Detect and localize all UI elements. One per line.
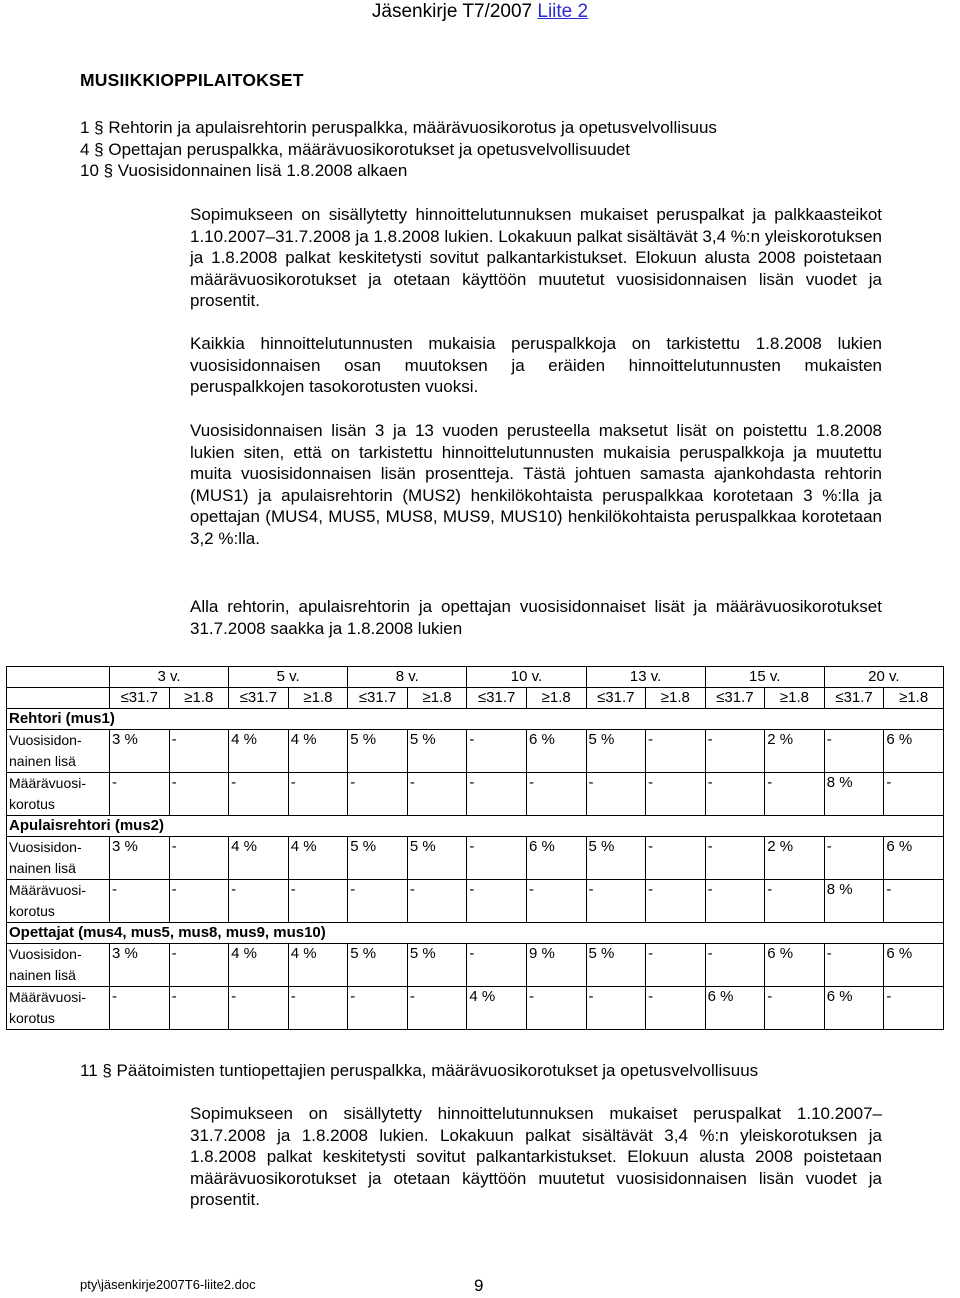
date-subheader: ≥1.8 (526, 688, 586, 709)
row-label: Vuosisidon-nainen lisä (7, 730, 110, 773)
table-corner (7, 667, 110, 688)
section-titles (80, 117, 880, 182)
table-cell: 5 % (407, 944, 467, 987)
section-11-paragraph: Sopimukseen on sisällytetty hinnoittelutunnuksen mukaiset peruspalkat 1.10.2007–31.7.2008 ja 1.8.2008 lukien. Lokakuun palkat sisältävät 3,4 %:n yleiskorotuksen ja 1.8.2008 palkat keskitetysti sovitut palkantarkistukset. Elokuun alusta 2008 poistetaan määrävuosikorotukset ja otetaan käyttöön muutetut vuosisidonnaisen lisän vuodet ja prosentit. (190, 1104, 882, 1209)
date-subheader: ≤31.7 (586, 688, 646, 709)
section-title-4: 4 § Opettajan peruspalkka, määrävuosikorotukset ja opetusvelvollisuudet (80, 139, 630, 159)
table-cell: 6 % (705, 987, 765, 1030)
table-cell: 8 % (824, 880, 884, 923)
year-header: 8 v. (348, 667, 467, 688)
table-cell: - (467, 730, 527, 773)
table-cell: - (586, 987, 646, 1030)
year-header: 15 v. (705, 667, 824, 688)
table-cell: - (407, 773, 467, 816)
row-label: Vuosisidon-nainen lisä (7, 837, 110, 880)
table-cell: - (467, 880, 527, 923)
table-cell: 4 % (288, 730, 348, 773)
table-cell: - (824, 730, 884, 773)
date-subheader: ≥1.8 (765, 688, 825, 709)
table-cell: - (646, 773, 706, 816)
table-row (7, 837, 944, 880)
year-header: 3 v. (110, 667, 229, 688)
date-subheader: ≤31.7 (348, 688, 408, 709)
table-cell: - (229, 773, 289, 816)
table-cell: 3 % (110, 944, 170, 987)
table-cell: - (169, 880, 229, 923)
table-cell: 5 % (407, 730, 467, 773)
table-cell: - (646, 987, 706, 1030)
table-cell: 6 % (884, 837, 944, 880)
table-cell: 2 % (765, 730, 825, 773)
row-label: Vuosisidon-nainen lisä (7, 944, 110, 987)
table-cell: 4 % (467, 987, 527, 1030)
table-row (7, 880, 944, 923)
year-header: 5 v. (229, 667, 348, 688)
table-group-row (7, 816, 944, 837)
table-cell: 5 % (586, 944, 646, 987)
table-cell: - (824, 944, 884, 987)
table-cell: 4 % (288, 837, 348, 880)
table-cell: - (407, 987, 467, 1030)
table-cell: 5 % (348, 730, 408, 773)
row-label: Määrävuosi-korotus (7, 880, 110, 923)
year-header: 13 v. (586, 667, 705, 688)
table-cell: - (586, 880, 646, 923)
table-cell: - (110, 773, 170, 816)
table-cell: - (765, 773, 825, 816)
year-header: 10 v. (467, 667, 586, 688)
attachment-link[interactable]: Liite 2 (537, 1, 589, 22)
date-subheader: ≤31.7 (229, 688, 289, 709)
table-cell: - (407, 880, 467, 923)
group-title: Rehtori (mus1) (7, 709, 944, 730)
table-cell: 5 % (586, 837, 646, 880)
table-cell: 9 % (526, 944, 586, 987)
row-label: Määrävuosi-korotus (7, 987, 110, 1030)
section-11-title: 11 § Päätoimisten tuntiopettajien peruspalkka, määrävuosikorotukset ja opetusvelvollisuus (80, 1061, 759, 1080)
table-cell: - (288, 987, 348, 1030)
header-title: Jäsenkirje T7/2007 (371, 1, 533, 22)
table-cell: - (646, 730, 706, 773)
table-cell: 4 % (229, 837, 289, 880)
table-cell: - (884, 773, 944, 816)
section-title-10: 10 § Vuosisidonnainen lisä 1.8.2008 alkaen (80, 161, 408, 180)
table-cell: - (705, 837, 765, 880)
table-cell: 2 % (765, 837, 825, 880)
table-cell: - (169, 987, 229, 1030)
table-row (7, 730, 944, 773)
table-group-row (7, 709, 944, 730)
table-cell: 6 % (824, 987, 884, 1030)
date-subheader: ≤31.7 (467, 688, 527, 709)
section-heading: MUSIIKKIOPPILAITOKSET (80, 70, 304, 90)
table-cell: 4 % (288, 944, 348, 987)
table-cell: - (467, 773, 527, 816)
table-row (7, 987, 944, 1030)
table-cell: 3 % (110, 837, 170, 880)
table-row (7, 944, 944, 987)
table-cell: - (229, 987, 289, 1030)
date-subheader: ≥1.8 (288, 688, 348, 709)
table-cell: - (169, 837, 229, 880)
table-cell: - (526, 880, 586, 923)
table-cell: 6 % (765, 944, 825, 987)
table-cell: 4 % (229, 944, 289, 987)
table-cell: - (348, 880, 408, 923)
table-header-dates (7, 688, 944, 709)
date-subheader: ≥1.8 (407, 688, 467, 709)
date-subheader: ≥1.8 (646, 688, 706, 709)
paragraph-2: Kaikkia hinnoittelutunnusten mukaisia peruspalkkoja on tarkistettu 1.8.2008 lukien vuosisidonnaisen osan muutoksen ja eräiden hinnoittelutunnusten mukaisten peruspalkkojen tasokorotusten vuoksi. (190, 334, 882, 396)
table-cell: - (110, 987, 170, 1030)
page-header (0, 1, 960, 23)
table-cell: - (646, 837, 706, 880)
table-cell: 4 % (229, 730, 289, 773)
table-cell: - (288, 773, 348, 816)
table-cell: - (824, 837, 884, 880)
table-cell: 6 % (884, 944, 944, 987)
group-title: Opettajat (mus4, mus5, mus8, mus9, mus10) (7, 923, 944, 944)
table-cell: - (288, 880, 348, 923)
footer-file-path: pty\jäsenkirje2007T6-liite2.doc (80, 1277, 256, 1292)
table-cell: - (646, 944, 706, 987)
table-cell: 5 % (586, 730, 646, 773)
table-cell: 8 % (824, 773, 884, 816)
table-cell: 6 % (884, 730, 944, 773)
table-cell: 6 % (526, 837, 586, 880)
date-subheader: ≤31.7 (110, 688, 170, 709)
date-subheader: ≤31.7 (705, 688, 765, 709)
year-header: 20 v. (824, 667, 943, 688)
table-cell: - (169, 730, 229, 773)
table-cell: - (705, 880, 765, 923)
table-cell: - (765, 880, 825, 923)
row-label: Määrävuosi-korotus (7, 773, 110, 816)
date-subheader: ≤31.7 (824, 688, 884, 709)
table-cell: - (705, 730, 765, 773)
page-number: 9 (474, 1276, 484, 1295)
table-group-row (7, 923, 944, 944)
table-cell: - (110, 880, 170, 923)
table-cell: - (169, 944, 229, 987)
paragraph-1: Sopimukseen on sisällytetty hinnoittelutunnuksen mukaiset peruspalkat ja palkkaasteikot 1.10.2007–31.7.2008 ja 1.8.2008 lukien. Lokakuun palkat sisältävät 3,4 %:n yleiskorotuksen ja 1.8.2008 palkat keskitetysti sovitut palkantarkistukset. Elokuun alusta 2008 poistetaan määrävuosikorotukset ja otetaan käyttöön muutetut vuosisidonnaisen lisän vuodet ja prosentit. (190, 205, 882, 310)
table-cell: - (586, 773, 646, 816)
table-cell: - (884, 880, 944, 923)
section-title-1: 1 § Rehtorin ja apulaisrehtorin peruspalkka, määrävuosikorotus ja opetusvelvollisuus (80, 118, 717, 137)
table-cell: - (526, 773, 586, 816)
date-subheader: ≥1.8 (884, 688, 944, 709)
paragraph-3: Vuosisidonnaisen lisän 3 ja 13 vuoden perusteella maksetut lisät on poistettu 1.8.2008 lukien siten, että on tarkistettu hinnoittelutunnusten mukaisia peruspalkkoja ja muutettu muita vuosisidonnaisen lisän prosentteja. Tästä johtuen samasta ajankohdasta rehtorin (MUS1) ja apulaisrehtorin (MUS2) henkilökohtaista peruspalkkaa korotetaan 3 %:lla ja opettajan (MUS4, MUS5, MUS8, MUS9, MUS10) henkilökohtaista peruspalkkaa korotetaan 3,2 %:lla. (190, 421, 882, 548)
date-subheader: ≥1.8 (169, 688, 229, 709)
table-cell: 3 % (110, 730, 170, 773)
paragraph-4: Alla rehtorin, apulaisrehtorin ja opettajan vuosisidonnaiset lisät ja määrävuosikorotukset 31.7.2008 saakka ja 1.8.2008 lukien (190, 597, 882, 638)
table-cell: 5 % (348, 837, 408, 880)
table-cell: - (705, 944, 765, 987)
table-cell: 5 % (407, 837, 467, 880)
table-cell: - (348, 773, 408, 816)
table-cell: - (467, 837, 527, 880)
table-cell: - (229, 880, 289, 923)
table-cell: 6 % (526, 730, 586, 773)
table-cell: - (765, 987, 825, 1030)
table-cell: - (467, 944, 527, 987)
table-cell: - (705, 773, 765, 816)
table-cell: 5 % (348, 944, 408, 987)
table-cell: - (884, 987, 944, 1030)
table-corner (7, 688, 110, 709)
table-cell: - (526, 987, 586, 1030)
table-row (7, 773, 944, 816)
table-cell: - (169, 773, 229, 816)
salary-table (6, 666, 944, 1030)
table-cell: - (646, 880, 706, 923)
table-cell: - (348, 987, 408, 1030)
group-title: Apulaisrehtori (mus2) (7, 816, 944, 837)
table-header-years (7, 667, 944, 688)
